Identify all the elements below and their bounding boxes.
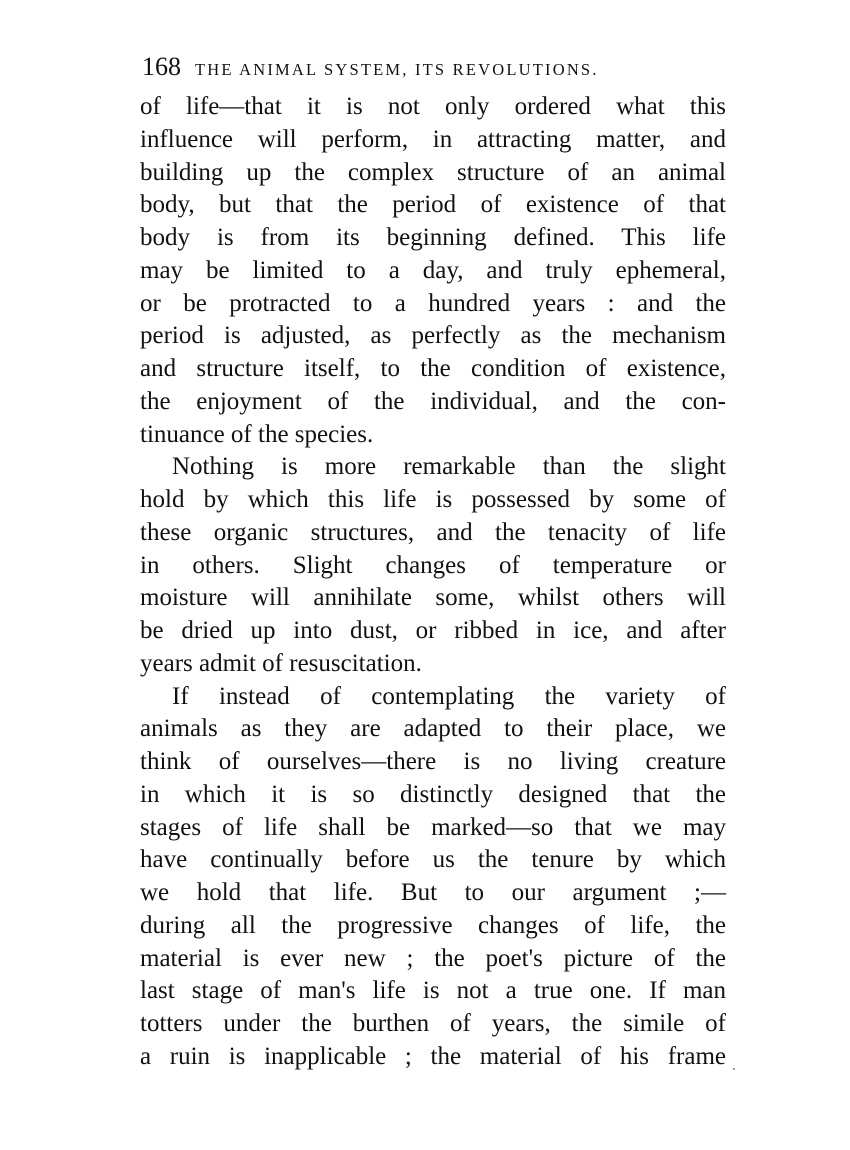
text-line: think of ourselves—there is no living creature (140, 748, 726, 775)
paragraph-1 (140, 91, 726, 451)
text-line: If instead of contemplating the variety of (172, 682, 726, 710)
text-line: be dried up into dust, or ribbed in ice, and after (140, 617, 726, 644)
body-text (140, 91, 726, 1074)
text-line: moisture will annihilate some, whilst others will (140, 584, 726, 612)
text-line: during all the progressive changes of life, the (140, 911, 726, 939)
text-line: influence will perform, in attracting matter, and (140, 125, 726, 153)
paragraph-3 (140, 681, 726, 1074)
text-line: or be protracted to a hundred years : and the (140, 289, 726, 317)
text-line: may be limited to a day, and truly ephemeral, (140, 256, 726, 284)
text-line: in which it is so distinctly designed that the (140, 780, 726, 808)
text-line: in others. Slight changes of temperature or (140, 551, 726, 579)
text-line: animals as they are adapted to their place, we (140, 715, 726, 743)
text-line: the enjoyment of the individual, and the con- (140, 387, 726, 415)
scan-speck (733, 1068, 735, 1070)
text-line: a ruin is inapplicable ; the material of his frame (140, 1042, 726, 1070)
text-line: have continually before us the tenure by which (140, 846, 726, 874)
text-line: period is adjusted, as perfectly as the mechanism (140, 322, 726, 350)
page-number: 168 (142, 52, 181, 81)
text-line: stages of life shall be marked—so that we may (140, 813, 726, 841)
text-line: of life—that it is not only ordered what this (140, 93, 726, 120)
text-line: these organic structures, and the tenacity of life (140, 518, 726, 546)
text-line: hold by which this life is possessed by some of (140, 486, 726, 513)
text-line: years admit of resuscitation. (140, 649, 422, 677)
text-line: we hold that life. But to our argument ;— (140, 879, 726, 906)
text-line: material is ever new ; the poet's picture of the (140, 944, 726, 972)
text-line: Nothing is more remarkable than the slight (172, 453, 726, 481)
text-line: body, but that the period of existence of that (140, 191, 726, 219)
text-line: and structure itself, to the condition of existence, (140, 355, 726, 382)
text-line: body is from its beginning defined. This life (140, 224, 726, 251)
text-line: last stage of man's life is not a true one. If man (140, 977, 726, 1005)
paragraph-2 (140, 451, 726, 680)
text-line: tinuance of the species. (140, 420, 374, 448)
running-title: THE ANIMAL SYSTEM, ITS REVOLUTIONS. (195, 60, 599, 79)
text-line: totters under the burthen of years, the simile of (140, 1010, 726, 1037)
running-head (142, 50, 722, 84)
text-line: building up the complex structure of an animal (140, 158, 726, 186)
